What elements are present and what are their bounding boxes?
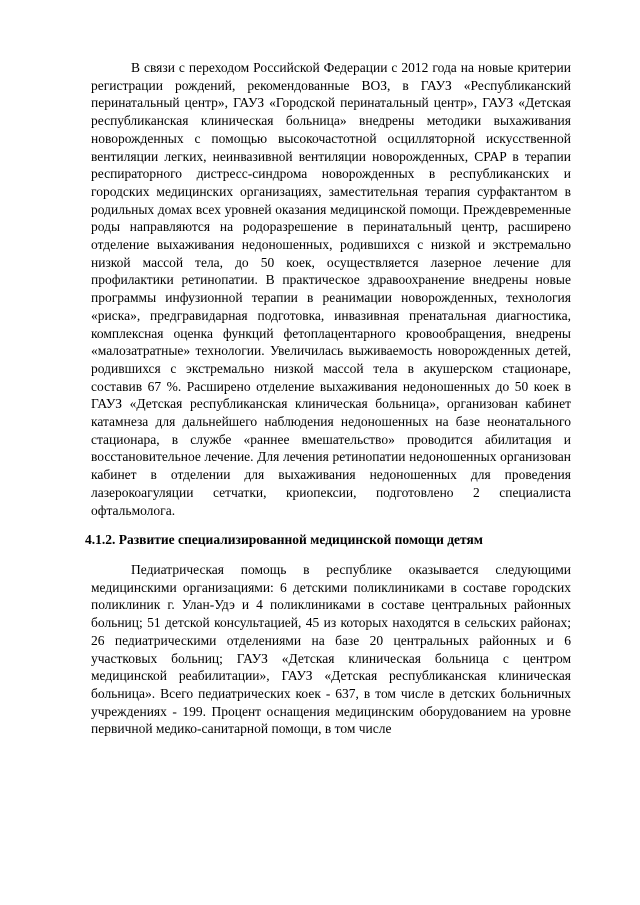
document-page — [85, 59, 571, 738]
section-heading: 4.1.2. Развитие специализированной медицинской помощи детям — [85, 532, 483, 548]
body-paragraph: В связи с переходом Российской Федерации с 2012 года на новые критерии регистрации рождений, рекомендованные ВОЗ, в ГАУЗ «Республиканский перинатальный центр», ГАУЗ «Городской перинатальный центр», ГАУЗ «Детская республиканская клиническая больница» внедрены методики выхаживания новорожденных с помощью высокочастотной осцилляторной искусственной вентиляции легких, неинвазивной вентиляции новорожденных, CPAP в терапии респираторного дистресс-синдрома новорожденных в республиканских и городских медицинских организациях, заместительная терапия сурфактантом в родильных домах всех уровней оказания медицинской помощи. Преждевременные роды направляются на родоразрешение в перинатальный центр, расширено отделение выхаживания недоношенных, родившихся с низкой и экстремально низкой массой тела, до 50 коек, осуществляется лазерное лечение для профилактики ретинопатии. В практическое здравоохранение внедрены новые программы инфузионной терапии в реанимации новорожденных, технология «риска», предгравидарная подготовка, инвазивная пренатальная диагностика, комплексная оценка функций фетоплацентарного кровообращения, внедрены «малозатратные» технологии. Увеличилась выживаемость новорожденных детей, родившихся с экстремально низкой массой тела в акушерском стационаре, составив 67 %. Расширено отделение выхаживания недоношенных до 50 коек в ГАУЗ «Детская республиканская клиническая больница», организован кабинет катамнеза для дальнейшего наблюдения недоношенных на базе неонатального стационара, в службе «раннее вмешательство» проводится абилитация и восстановительное лечение. Для лечения ретинопатии недоношенных организован кабинет в отделении для выхаживания недоношенных для проведения лазерокоагуляции сетчатки, криопексии, подготовлено 2 специалиста офтальмолога. — [91, 60, 571, 518]
body-paragraph: Педиатрическая помощь в республике оказывается следующими медицинскими организациями: 6 детскими поликлиниками в составе городских поликлиник г. Улан-Удэ и 4 поликлиниками в составе центральных районных больниц; 51 детской консультацией, 45 из которых находятся в сельских районах; 26 педиатрическими отделениями на базе 20 центральных районных и 6 участковых больниц; ГАУЗ «Детская клиническая больница с центром медицинской реабилитации», ГАУЗ «Детская республиканская клиническая больница». Всего педиатрических коек - 637, в том числе в детских больничных учреждениях - 199. Процент оснащения медицинским оборудованием на уровне первичной медико-санитарной помощи, в том числе — [91, 561, 571, 737]
